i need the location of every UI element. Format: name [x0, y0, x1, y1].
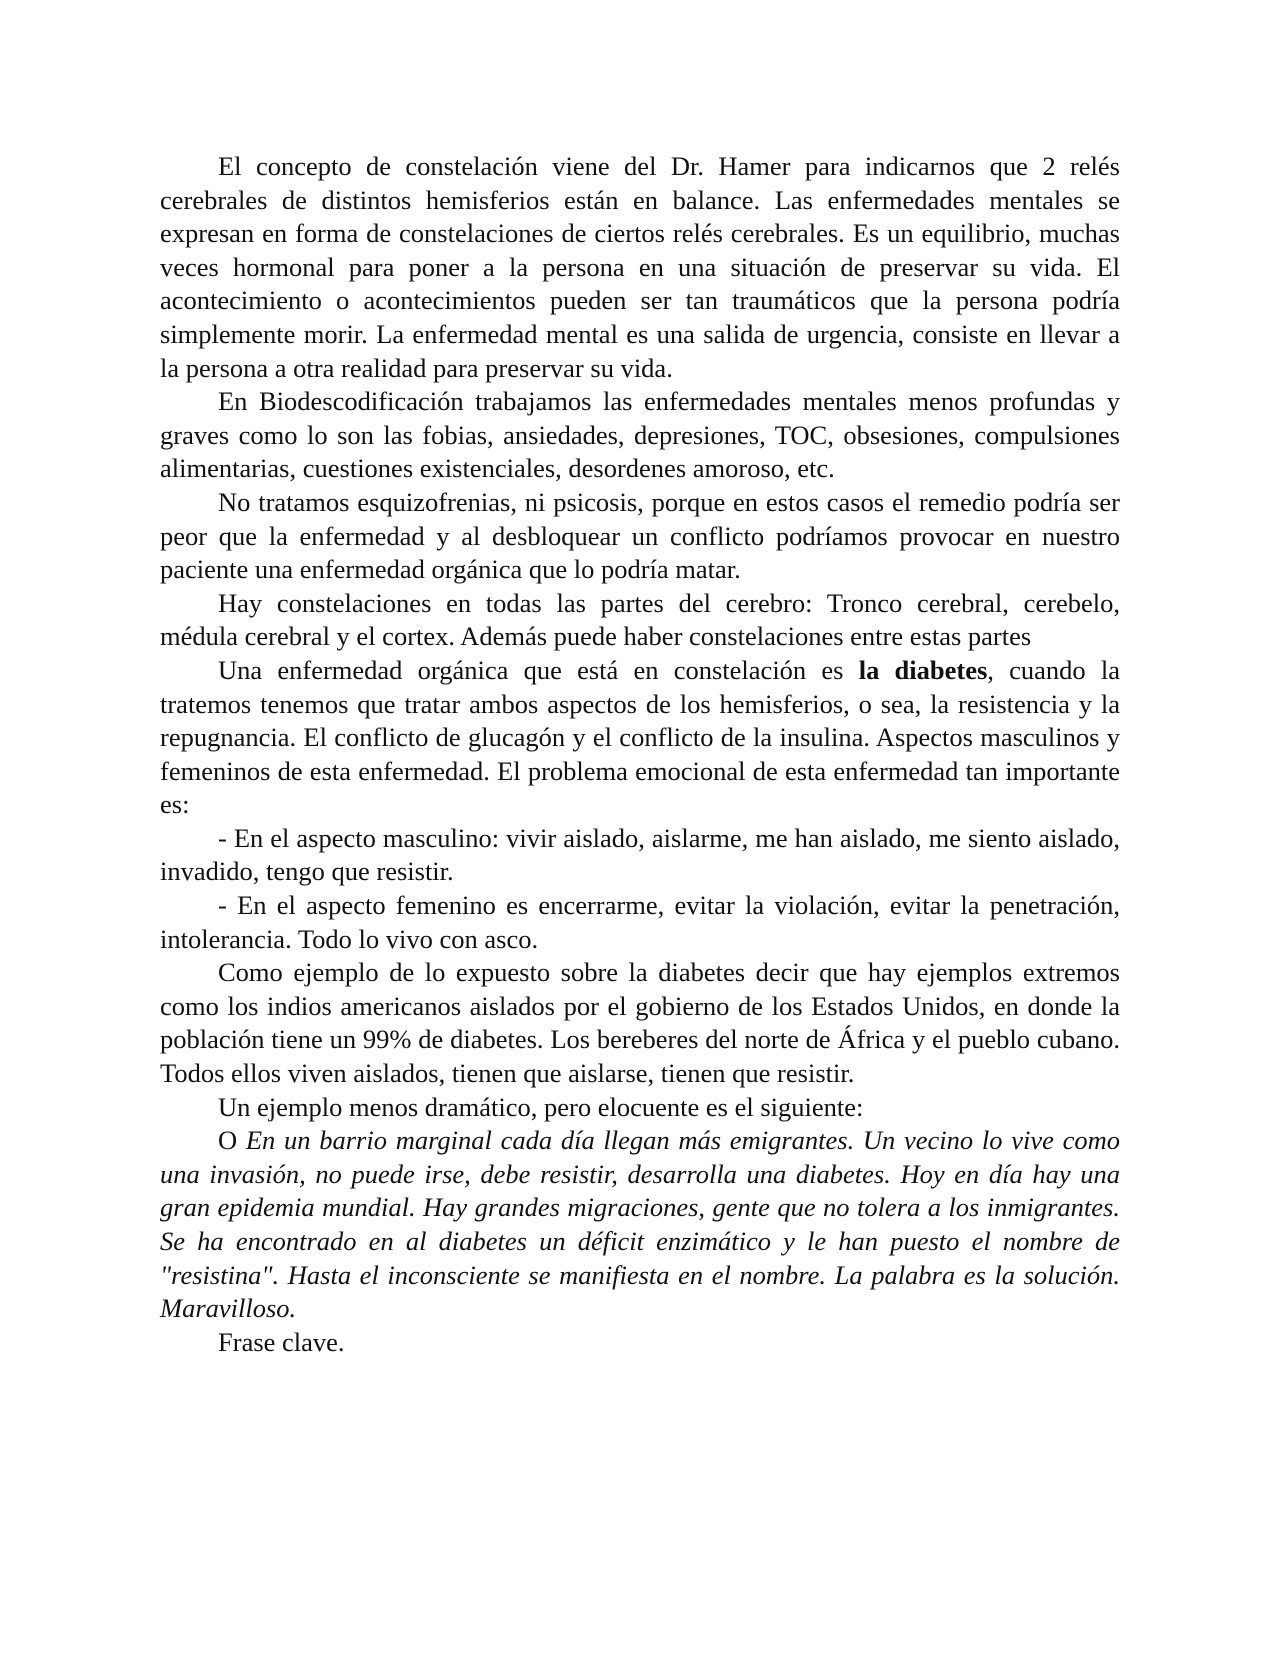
diabetes-rest-text: , cuando la tratemos tenemos que tratar ambos aspectos de los hemisferios, o sea, la resistencia y la repugnancia. El conflicto de glucagón y el conflicto de la insulina. Aspectos masculinos y femeninos de esta enfermedad. El problema emocional de esta enfermedad tan importante es:	[160, 654, 1121, 820]
paragraph-diabetes	[160, 654, 1120, 822]
paragraph-frase-clave: Frase clave.	[218, 1326, 345, 1357]
paragraph-constelacion: El concepto de constelación viene del Dr. Hamer para indicarnos que 2 relés cerebrales de distintos hemisferios están en balance. Las enfermedades mentales se expresan en forma de constelaciones de ciertos relés cerebrales. Es un equilibrio, muchas veces hormonal para poner a la persona en una situación de preservar su vida. El acontecimiento o acontecimientos pueden ser tan traumáticos que la persona podría simplemente morir. La enfermedad mental es una salida de urgencia, consiste en llevar a la persona a otra realidad para preservar su vida.	[160, 151, 1120, 383]
paragraph-ejemplo-barrio	[160, 1124, 1120, 1326]
paragraph-aspecto-femenino: - En el aspecto femenino es encerrarme, evitar la violación, evitar la penetración, intolerancia. Todo lo vivo con asco.	[160, 890, 1120, 954]
paragraph-biodescodificacion: En Biodescodificación trabajamos las enfermedades mentales menos profundas y graves como lo son las fobias, ansiedades, depresiones, TOC, obsesiones, compulsiones alimentarias, cuestiones existenciales, desordenes amoroso, etc.	[160, 386, 1120, 484]
document-page	[160, 150, 1120, 1359]
paragraph-ejemplos-extremos: Como ejemplo de lo expuesto sobre la diabetes decir que hay ejemplos extremos como los indios americanos aislados por el gobierno de los Estados Unidos, en donde la población tiene un 99% de diabetes. Los bereberes del norte de África y el pueblo cubano. Todos ellos viven aislados, tienen que aislarse, tienen que resistir.	[160, 957, 1120, 1089]
example-prefix: O	[218, 1125, 246, 1156]
diabetes-bold-term: la diabetes	[858, 654, 988, 685]
paragraph-ejemplo-menos-dramatico: Un ejemplo menos dramático, pero elocuente es el siguiente:	[218, 1091, 864, 1122]
diabetes-intro-text: Una enfermedad orgánica que está en constelación es	[218, 654, 859, 685]
paragraph-aspecto-masculino: - En el aspecto masculino: vivir aislado, aislarme, me han aislado, me siento aislado, invadido, tengo que resistir.	[160, 822, 1120, 887]
example-italic-text: En un barrio marginal cada día llegan más emigrantes. Un vecino lo vive como una invasión, no puede irse, debe resistir, desarrolla una diabetes. Hoy en día hay una gran epidemia mundial. Hay grandes migraciones, gente que no tolera a los inmigrantes. Se ha encontrado en al diabetes un déficit enzimático y le han puesto el nombre de "resistina". Hasta el inconsciente se manifiesta en el nombre. La palabra es la solución. Maravilloso.	[160, 1125, 1120, 1324]
paragraph-no-tratamos: No tratamos esquizofrenias, ni psicosis, porque en estos casos el remedio podría ser peor que la enfermedad y al desbloquear un conflicto podríamos provocar en nuestro paciente una enfermedad orgánica que lo podría matar.	[160, 486, 1120, 585]
paragraph-partes-cerebro: Hay constelaciones en todas las partes del cerebro: Tronco cerebral, cerebelo, médula cerebral y el cortex. Además puede haber constelaciones entre estas partes	[160, 587, 1120, 652]
